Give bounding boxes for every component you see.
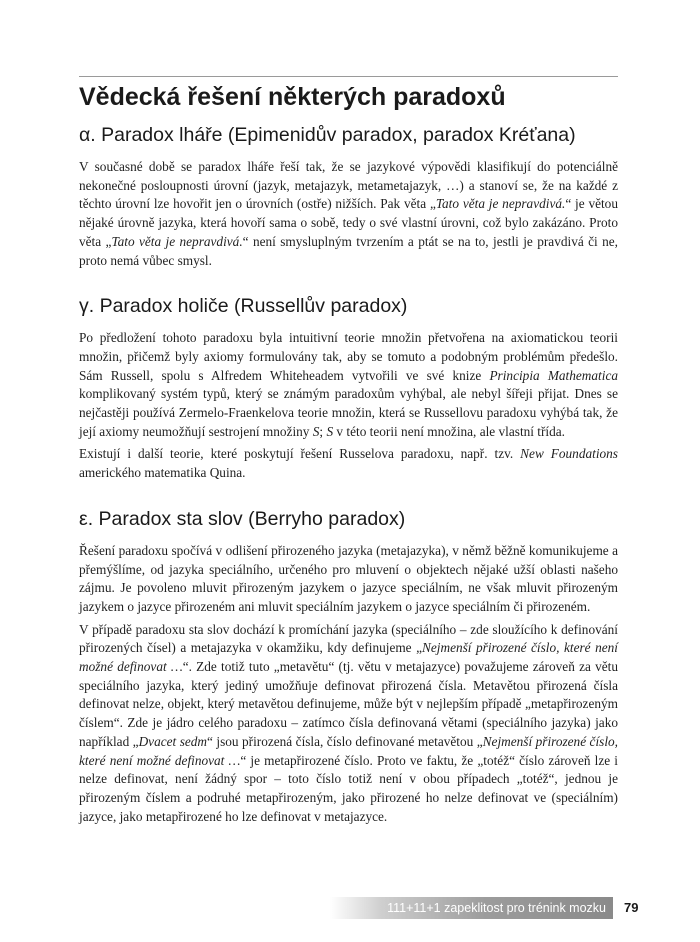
paragraph: V současné době se paradox lháře řeší tak, že se jazykové výpovědi klasifikují do potenciálně nekonečné posloupnosti úrovní (jazyk, metajazyk, metametajazyk, …) a stanoví se, že na každé z těchto úrovní lze hovořit jen o úrovních (ostře) nižších. Pak věta „Tato věta je nepravdivá.“ je větou nějaké úrovně jazyka, která hovoří sama o sobě, tedy o své vlastní úrovni, což bylo zakázáno. Proto věta „Tato věta je nepravdivá.“ není smysluplným tvrzením a ptát se na to, jestli je pravdivá či ne, proto nemá vůbec smysl. <box>79 159 618 268</box>
paragraph: V případě paradoxu sta slov dochází k promíchání jazyka (speciálního – zde sloužícího k definování přirozených čísel) a metajazyka v okamžiku, kdy definujeme „Nejmenší přirozené číslo, které není možné definovat …“. Zde totiž tuto „metavětu“ (tj. větu v metajazyce) považujeme zároveň za větu speciálního jazyka, který jediný umožňuje definovat přirozená čísla. Metavětou přirozená čísla definovat nelze, objekt, který metavětou definujeme, může být v nejlepším případě „metapřirozeným číslem“. Zde je jádro celého paradoxu – zatímco čísla definovaná větami (speciálního jazyka) jako například „Dvacet sedm“ jsou přirozená čísla, číslo definované metavětou „Nejmenší přirozené číslo, které není možné definovat …“ je metapřirozené číslo. Proto ve faktu, že „totéž“ číslo zároveň lze i nelze definovat, není žádný spor – toto číslo totiž není v obou případech „totéž“, jednou je přirozeným číslem a podruhé metapřirozeným, jako přirozené ho nelze definovat ve (speciálním) jazyce, jako metapřirozené ho lze definovat v metajazyce. <box>79 621 618 824</box>
page-content <box>79 80 618 830</box>
section-heading-berry: ε. Paradox sta slov (Berryho paradox) <box>79 507 406 530</box>
section-heading-barber: γ. Paradox holiče (Russellův paradox) <box>79 295 408 318</box>
footer-book-title: 111+11+1 zapeklitost pro trénink mozku <box>387 901 606 915</box>
section-body-liar <box>79 158 618 270</box>
paragraph: Řešení paradoxu spočívá v odlišení přirozeného jazyka (metajazyka), v němž běžně komunikujeme a přemýšlíme, od jazyka speciálního, určeného pro mluvení o objektech nějaké užší oblasti našeho zájmu. Je povoleno mluvit přirozeným jazykem o jazyce speciálním, ne však mluvit přirozeným jazykem o jazyce přirozeném ani mluvit speciálním jazykem o jazyce speciálním či přirozeném. <box>79 542 618 614</box>
section-heading-liar: α. Paradox lháře (Epimenidův paradox, paradox Kréťana) <box>79 124 576 146</box>
page-number: 79 <box>624 900 639 915</box>
section-body-berry <box>79 542 618 827</box>
section-body-barber <box>79 329 618 483</box>
paragraph: Existují i další teorie, které poskytují řešení Russelova paradoxu, např. tzv. New Foundations amerického matematika Quina. <box>79 446 618 481</box>
page-title: Vědecká řešení některých paradoxů <box>79 83 506 111</box>
top-divider <box>79 76 618 77</box>
paragraph: Po předložení tohoto paradoxu byla intuitivní teorie množin přetvořena na axiomatickou teorii množin, přičemž byly axiomy formulovány tak, aby se tomuto a podobným problémům předešlo. Sám Russell, spolu s Alfredem Whiteheadem vytvořili ve své knize Principia Mathematica komplikovaný systém typů, který se známým paradoxům vyhýbal, ale nebyl šířeji přijat. Dnes se nejčastěji používá Zermelo-Fraenkelova teorie množin, která se Russellovu paradoxu vyhýbá tak, že její axiomy neumožňují sestrojení množiny S; S v této teorii není množina, ale vlastní třída. <box>79 330 618 439</box>
